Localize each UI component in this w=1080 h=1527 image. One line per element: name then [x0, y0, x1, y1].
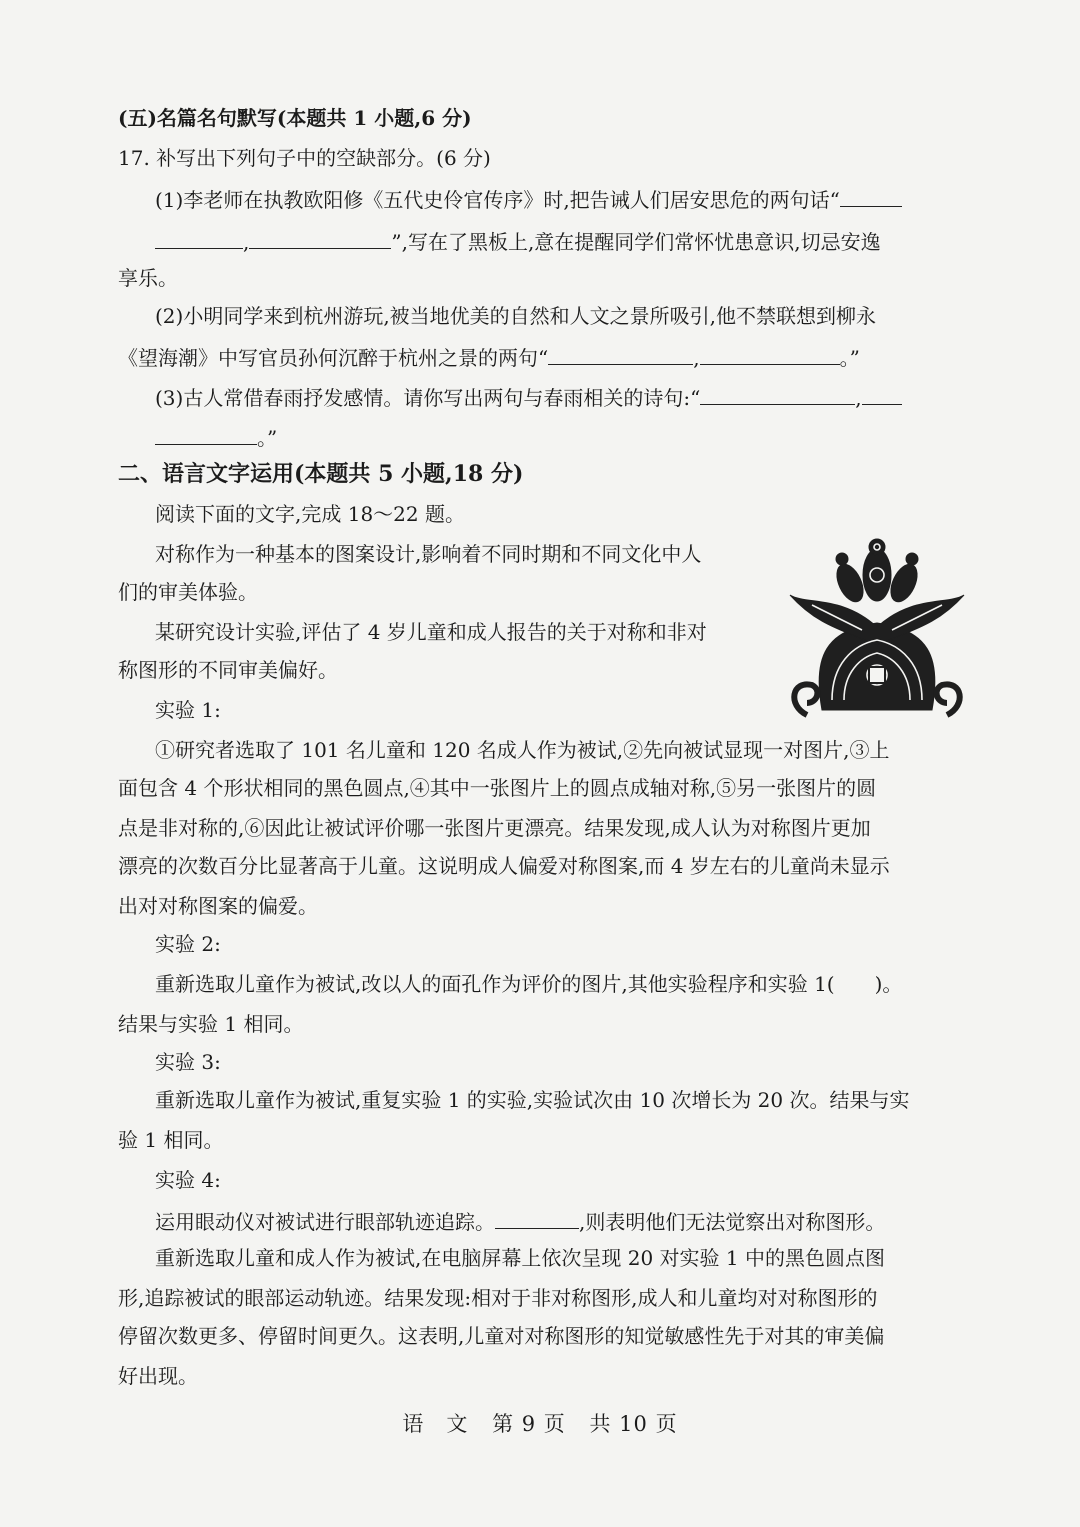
answer-blank[interactable]	[155, 422, 257, 445]
footer-page-number: 第 9 页	[492, 1412, 566, 1436]
footer-subject: 语 文	[402, 1412, 469, 1436]
answer-blank[interactable]	[700, 342, 840, 365]
experiment-3-line1: 重新选取儿童作为被试,重复实验 1 的实验,实验试次由 10 次增长为 20 次。结果与实	[155, 1088, 910, 1112]
paragraph-symmetry-1: 对称作为一种基本的图案设计,影响着不同时期和不同文化中人	[155, 542, 702, 566]
experiment-4-line1: 运用眼动仪对被试进行眼部轨迹追踪。 ,则表明他们无法觉察出对称图形。	[155, 1206, 962, 1236]
q17-part3-line2: 。”	[155, 422, 962, 452]
experiment-4-label: 实验 4:	[155, 1168, 221, 1192]
q17-part1-line1: (1)李老师在执教欧阳修《五代史伶官传序》时,把告诫人们居安思危的两句话“	[155, 184, 962, 214]
q17-part1-line2: , ”,写在了黑板上,意在提醒同学们常怀忧患意识,切忌安逸	[155, 226, 962, 256]
answer-blank[interactable]	[495, 1206, 579, 1229]
q17-part3-line1: (3)古人常借春雨抒发感情。请你写出两句与春雨相关的诗句:“ ,	[155, 382, 962, 412]
experiment-4-line2: 重新选取儿童和成人作为被试,在电脑屏幕上依次呈现 20 对实验 1 中的黑色圆点图	[155, 1246, 885, 1270]
experiment-1-line5: 出对对称图案的偏爱。	[118, 894, 318, 918]
answer-blank[interactable]	[548, 342, 693, 365]
paragraph-study-1: 某研究设计实验,评估了 4 岁儿童和成人报告的关于对称和非对	[155, 620, 707, 644]
experiment-4-line5: 好出现。	[118, 1364, 198, 1388]
q17-part1-line3: 享乐。	[118, 266, 178, 290]
experiment-3-line2: 验 1 相同。	[118, 1128, 224, 1152]
experiment-1-line1: ①研究者选取了 101 名儿童和 120 名成人作为被试,②先向被试显现一对图片,③上	[155, 738, 890, 762]
experiment-1-line2: 面包含 4 个形状相同的黑色圆点,④其中一张图片上的圆点成轴对称,⑤另一张图片的圆	[118, 776, 877, 800]
q17-part2-line2: 《望海潮》中写官员孙何沉醉于杭州之景的两句“ , 。”	[118, 342, 962, 372]
experiment-2-line2: 结果与实验 1 相同。	[118, 1012, 304, 1036]
section5-heading: (五)名篇名句默写(本题共 1 小题,6 分)	[118, 106, 472, 130]
section2-heading: 二、语言文字运用(本题共 5 小题,18 分)	[118, 461, 524, 487]
q17-part2-line1: (2)小明同学来到杭州游玩,被当地优美的自然和人文之景所吸引,他不禁联想到柳永	[155, 304, 877, 328]
experiment-1-label: 实验 1:	[155, 698, 221, 722]
paragraph-study-1b: 称图形的不同审美偏好。	[118, 658, 338, 682]
paragraph-symmetry-1b: 们的审美体验。	[118, 580, 258, 604]
answer-blank[interactable]	[155, 226, 243, 249]
experiment-1-line4: 漂亮的次数百分比显著高于儿童。这说明成人偏爱对称图案,而 4 岁左右的儿童尚未显示	[118, 854, 890, 878]
experiment-2-line1: 重新选取儿童作为被试,改以人的面孔作为评价的图片,其他实验程序和实验 1( )。	[155, 972, 903, 996]
page-footer	[0, 1408, 1080, 1438]
answer-blank[interactable]	[700, 382, 855, 405]
answer-blank[interactable]	[249, 226, 391, 249]
footer-total-pages: 共 10 页	[589, 1412, 678, 1436]
experiment-2-label: 实验 2:	[155, 932, 221, 956]
experiment-1-line3: 点是非对称的,⑥因此让被试评价哪一张图片更漂亮。结果发现,成人认为对称图片更加	[118, 816, 871, 840]
section2-intro: 阅读下面的文字,完成 18～22 题。	[155, 502, 465, 526]
answer-blank[interactable]	[862, 382, 902, 405]
experiment-3-label: 实验 3:	[155, 1050, 221, 1074]
question-17: 17. 补写出下列句子中的空缺部分。(6 分)	[118, 146, 491, 170]
experiment-4-line4: 停留次数更多、停留时间更久。这表明,儿童对对称图形的知觉敏感性先于对其的审美偏	[118, 1324, 885, 1348]
answer-blank[interactable]	[840, 184, 902, 207]
experiment-4-line3: 形,追踪被试的眼部运动轨迹。结果发现:相对于非对称图形,成人和儿童均对对称图形的	[118, 1286, 878, 1310]
